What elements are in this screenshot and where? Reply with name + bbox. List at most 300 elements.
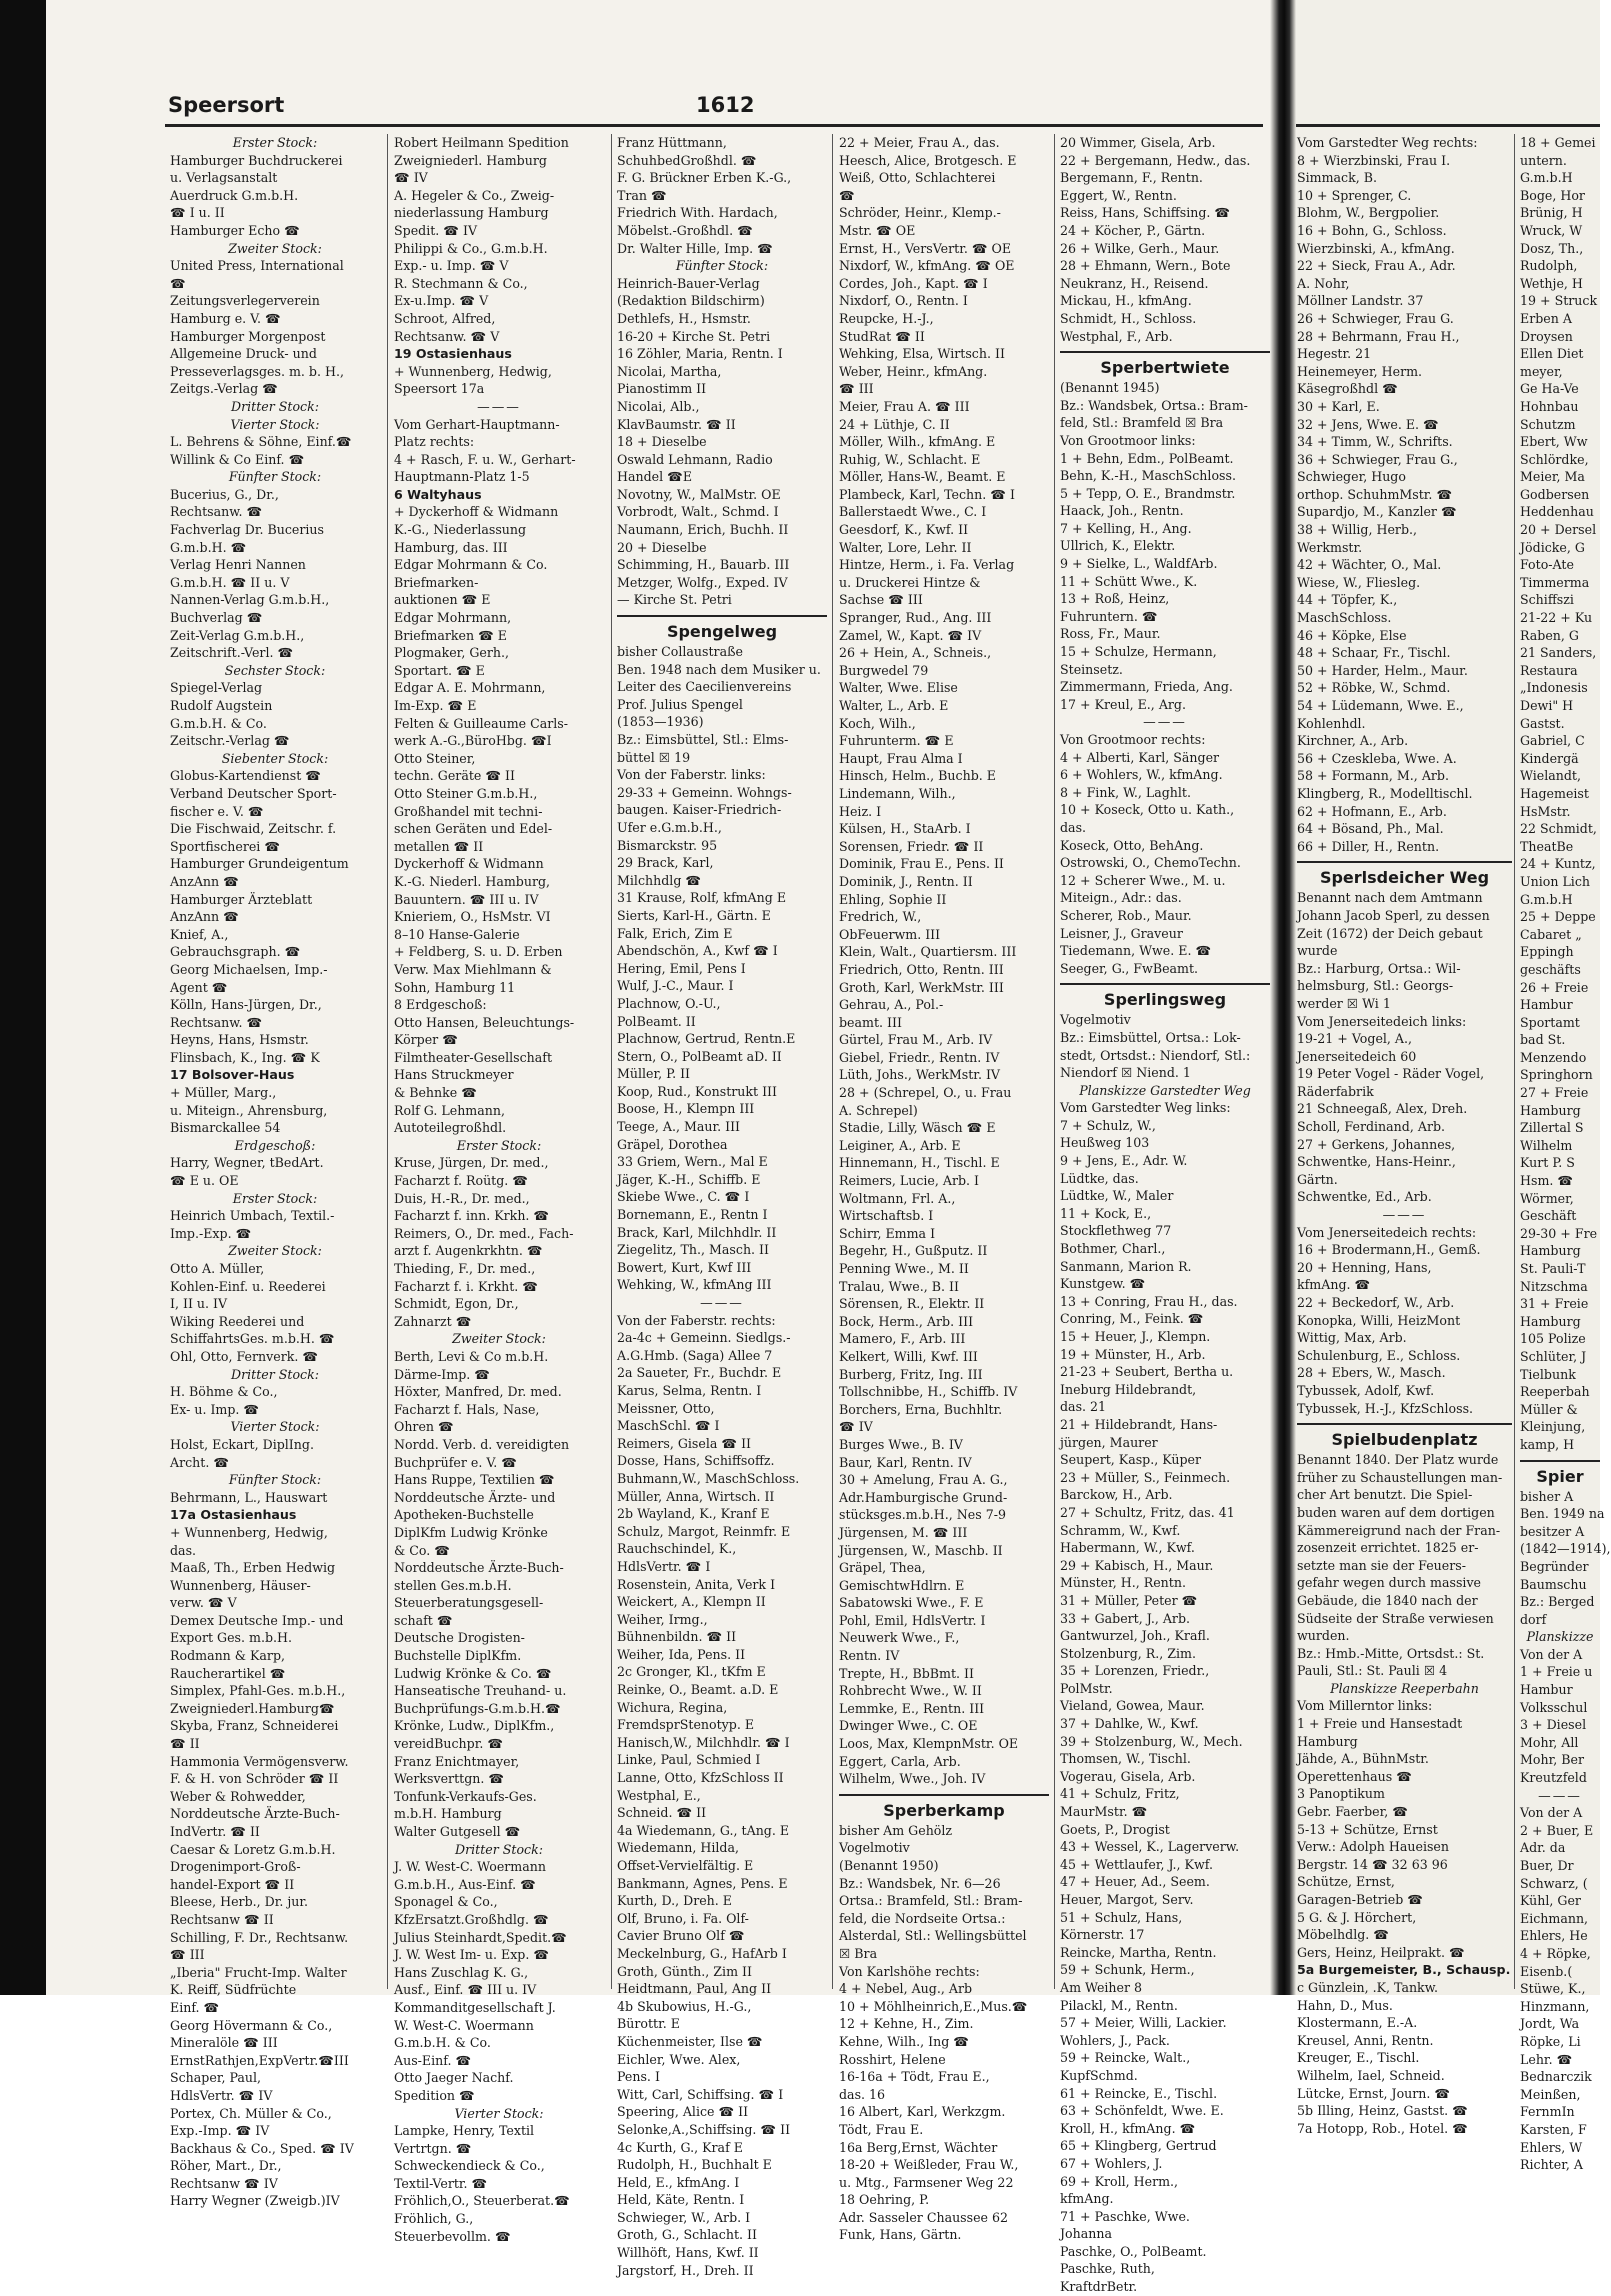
directory-entry: Hamburg (1520, 1102, 1581, 1118)
directory-entry: Bednarczik (1520, 2069, 1592, 2085)
directory-entry: Scherer, Rob., Maur. (1060, 907, 1192, 923)
directory-entry: 69 + Kroll, Herm., (1060, 2173, 1179, 2189)
directory-entry: Kreusel, Anni, Rentn. (1297, 2032, 1434, 2048)
directory-entry: — Kirche St. Petri (617, 592, 732, 608)
book-gutter (1270, 0, 1296, 1998)
directory-entry: Held, E., kfmAng. I (617, 2174, 740, 2190)
directory-entry: 10 + Koseck, Otto u. Kath., (1060, 802, 1235, 818)
directory-entry: Skiebe Wwe., C. ☎ I (617, 1189, 750, 1205)
directory-entry: Menzendo (1520, 1049, 1587, 1065)
directory-entry: Gebr. Faerber, ☎ (1297, 1804, 1408, 1820)
directory-entry: Schröder, Heinr., Klemp.- (839, 205, 1001, 221)
directory-entry: Heyns, Hans, Hsmstr. (170, 1032, 309, 1048)
floor-heading: Vierter Stock: (230, 416, 320, 432)
building-heading: 5a Burgemeister, B., Schausp. (1297, 1962, 1511, 1978)
directory-entry: Von Grootmoor links: (1060, 432, 1196, 448)
floor-heading: Fünfter Stock: (675, 258, 769, 274)
building-heading: 6 Waltyhaus (394, 486, 482, 502)
directory-entry: Hammonia Vermögensverw. (170, 1753, 349, 1769)
directory-entry: Woltmann, Frl. A., (839, 1190, 956, 1206)
directory-entry: Selonke,A.,Schiffsing. ☎ II (617, 2121, 791, 2137)
directory-entry: Weber, Heinr., kfmAng. (839, 363, 988, 379)
directory-entry: Tödt, Frau E. (839, 2121, 924, 2137)
directory-entry: Bowert, Kurt, Kwf III (617, 1259, 752, 1275)
directory-entry: Meier, Frau A. ☎ III (839, 398, 970, 414)
directory-entry: Leisner, J., Graveur (1060, 925, 1183, 941)
street-heading: Sperbertwiete (1060, 351, 1270, 379)
directory-entry: Walter, Lore, Lehr. II (839, 539, 972, 555)
directory-entry: schen Geräten und Edel- (394, 821, 553, 837)
directory-entry: cher Art benutzt. Die Spiel- (1297, 1487, 1473, 1503)
directory-entry: Kunstgew. ☎ (1060, 1276, 1146, 1292)
directory-entry: Gehrau, A., Pol.- (839, 997, 944, 1013)
directory-entry: Rudolph, (1520, 258, 1578, 274)
street-heading: Sperlsdeicher Weg (1297, 861, 1512, 889)
directory-entry: Eggert, W., Rentn. (1060, 187, 1177, 203)
directory-entry: KfzErsatzt.Großhdlg. ☎ (394, 1911, 549, 1927)
directory-entry: Kohlen-Einf. u. Reederei (170, 1278, 326, 1294)
directory-entry: Karsten, F (1520, 2121, 1587, 2137)
directory-entry: Garagen-Betrieb ☎ (1297, 1892, 1423, 1907)
directory-entry: A. Schrepel) (839, 1102, 918, 1118)
directory-entry: Autoteilegroßhdl. (394, 1120, 507, 1136)
directory-entry: Heußweg 103 (1060, 1135, 1150, 1151)
directory-entry: Dwinger Wwe., C. OE (839, 1718, 978, 1734)
directory-entry: Wichura, Regina, (617, 1699, 728, 1715)
directory-entry: 10 + Sprenger, C. (1297, 187, 1412, 203)
directory-entry: Meinßen, (1520, 2086, 1581, 2102)
section-separator: ——— (1382, 1207, 1427, 1223)
directory-entry: 30 + Karl, E. (1297, 398, 1380, 414)
directory-entry: Stockflethweg 77 (1060, 1223, 1172, 1239)
directory-entry: dorf (1520, 1611, 1547, 1627)
directory-entry: das. 16 (839, 2086, 886, 2102)
directory-entry: Rudolph, H., Buchhalt E (617, 2157, 772, 2173)
directory-entry: Bz.: Eimsbüttel, Ortsa.: Lok- (1060, 1029, 1241, 1045)
directory-entry: Zeit (1672) der Deich gebaut (1297, 925, 1483, 941)
directory-entry: J. W. West Im- u. Exp. ☎ (394, 1947, 550, 1963)
section-separator: ——— (477, 398, 521, 414)
directory-entry: Schirr, Emma I (839, 1225, 936, 1241)
directory-entry: Jödicke, G (1520, 539, 1585, 555)
directory-entry: Wohlers, J., Pack. (1060, 2032, 1170, 2048)
directory-entry: Ernst, H., VersVertr. ☎ OE (839, 240, 1012, 256)
directory-entry: 32 + Jens, Wwe. E. ☎ (1297, 416, 1439, 432)
directory-entry: Maaß, Th., Erben Hedwig (170, 1560, 336, 1576)
directory-entry: Richter, A (1520, 2157, 1583, 2173)
directory-entry: Großhandel mit techni- (394, 803, 543, 819)
directory-entry: Miteign., Adr.: das. (1060, 890, 1182, 906)
directory-entry: 10 + Möhlheinrich,E.,Mus.☎ (839, 1998, 1028, 2014)
floor-heading: Erster Stock: (232, 1190, 318, 1206)
directory-entry: Verlag Henri Nannen (170, 557, 306, 573)
directory-entry: Wilhelm (1520, 1137, 1573, 1153)
directory-entry: A. Hegeler & Co., Zweig- (394, 187, 555, 203)
directory-entry: techn. Geräte ☎ II (394, 768, 515, 784)
directory-entry: Knieriem, O., HsMstr. VI (394, 909, 551, 925)
directory-entry: Schwentke, Ed., Arb. (1297, 1189, 1432, 1205)
directory-entry: Meissner, Otto, (617, 1400, 715, 1416)
building-heading: 19 Ostasienhaus (394, 346, 512, 362)
directory-entry: 16 + Brodermann,H., Gemß. (1297, 1242, 1481, 1258)
directory-entry: Eisenb.( (1520, 1963, 1573, 1979)
building-heading: 17a Ostasienhaus (170, 1507, 297, 1523)
directory-entry: Portex, Ch. Müller & Co., (170, 2105, 332, 2121)
directory-entry: Hsm. ☎ (1520, 1173, 1574, 1189)
directory-entry: Tybussek, H.-J., KfzSchloss. (1297, 1400, 1474, 1416)
directory-entry: Hauptmann-Platz 1-5 (394, 469, 530, 485)
directory-entry: werder ☒ Wi 1 (1297, 995, 1391, 1011)
directory-entry: Tran ☎ (617, 187, 667, 203)
directory-entry: Falk, Erich, Zim E (617, 925, 733, 941)
directory-entry: Von Karlshöhe rechts: (839, 1963, 980, 1979)
directory-entry: Brack, Karl, Milchhdlr. II (617, 1224, 777, 1240)
directory-entry: KlavBaumstr. ☎ II (617, 416, 736, 432)
directory-entry: Agent ☎ (170, 979, 228, 995)
directory-entry: Bergstr. 14 ☎ 32 63 96 (1297, 1856, 1448, 1872)
directory-entry: 47 + Heuer, Ad., Seem. (1060, 1874, 1210, 1890)
directory-entry: Mickau, H., kfmAng. (1060, 293, 1192, 309)
directory-entry: Meier, Ma (1520, 469, 1585, 485)
directory-column-6 (1297, 134, 1512, 2136)
directory-entry: 8 + Wierzbinski, Frau I. (1297, 152, 1451, 168)
directory-entry: 44 + Töpfer, K., (1297, 592, 1398, 608)
directory-entry: früher zu Schaustellungen man- (1297, 1469, 1503, 1485)
directory-entry: Willhöft, Hans, Kwf. II (617, 2245, 759, 2261)
directory-entry: 59 + Reincke, Walt., (1060, 2050, 1191, 2066)
directory-entry: 16 + Bohn, G., Schloss. (1297, 222, 1447, 238)
directory-entry: ☒ Bra (839, 1945, 878, 1961)
directory-entry: Steuerbevollm. ☎ (394, 2228, 511, 2244)
directory-entry: DiplKfm Ludwig Krönke (394, 1524, 548, 1540)
directory-entry: Klein, Walt., Quartiersm. III (839, 944, 1017, 960)
directory-entry: Rauchschindel, K., (617, 1541, 737, 1557)
directory-entry: Tybussek, Adolf, Kwf. (1297, 1382, 1435, 1398)
directory-entry: F. G. Brückner Erben K.-G., (617, 170, 792, 186)
directory-entry: Dethlefs, H., Hsmstr. (617, 310, 751, 326)
directory-entry: c Günzlein, .K, Tankw. (1297, 1979, 1438, 1995)
street-heading: Spielbudenplatz (1297, 1423, 1512, 1451)
directory-entry: Von der Faberstr. rechts: (617, 1312, 776, 1328)
directory-entry: Textil-Vertr. ☎ (394, 2175, 488, 2191)
directory-entry: Wittig, Max, Arb. (1297, 1330, 1407, 1346)
directory-entry: K.-G. Niederl. Hamburg, (394, 873, 551, 889)
directory-entry: W. West-C. Woermann (394, 2017, 534, 2033)
directory-entry: 4c Kurth, G., Kraf E (617, 2139, 743, 2155)
column-divider (387, 134, 388, 1989)
directory-entry: Hamburg (1520, 1243, 1581, 1259)
directory-entry: büttel ☒ 19 (617, 749, 691, 765)
directory-entry: 5 + Tepp, O. E., Brandmstr. (1060, 485, 1236, 501)
directory-entry: Hinsch, Helm., Buchb. E (839, 768, 996, 784)
directory-entry: Tonfunk-Verkaufs-Ges. (394, 1788, 537, 1804)
directory-entry: AnzAnn ☎ (170, 873, 239, 889)
directory-entry: Reeperbah (1520, 1384, 1590, 1400)
directory-entry: Norddeutsche Ärzte-Buch- (170, 1806, 340, 1822)
directory-entry: Schweckendieck & Co., (394, 2158, 545, 2174)
directory-entry: Ufer e.G.m.b.H., (617, 819, 722, 835)
directory-entry: Ruhig, W., Schlacht. E (839, 451, 981, 467)
directory-column-3 (617, 134, 827, 2278)
directory-entry: GemischtwHdlrn. E (839, 1577, 965, 1593)
directory-entry: Spiegel-Verlag (170, 680, 263, 696)
directory-entry: F. & H. von Schröder ☎ II (170, 1771, 339, 1787)
directory-entry: Wethje, H (1520, 275, 1583, 291)
directory-entry: Norddeutsche Ärzte-Buch- (394, 1560, 564, 1576)
directory-entry: Heddenhau (1520, 504, 1594, 520)
directory-entry: Fröhlich, G., (394, 2211, 474, 2227)
directory-entry: Erben A (1520, 310, 1572, 326)
directory-entry: Fuhruntern. ☎ (1060, 608, 1158, 624)
directory-entry: Leiter des Caecilienvereins (617, 679, 792, 695)
directory-entry: Schiffszi (1520, 592, 1574, 608)
directory-entry: Funk, Hans, Gärtn. (839, 2227, 962, 2243)
directory-entry: Wehking, W., kfmAng III (617, 1277, 772, 1293)
directory-entry: 22 + Meier, Frau A., das. (839, 135, 1000, 150)
directory-entry: (Redaktion Bildschirm) (617, 293, 765, 309)
directory-entry: Springhorn (1520, 1067, 1593, 1083)
floor-heading: Erdgeschoß: (234, 1137, 316, 1153)
directory-entry: 50 + Harder, Helm., Maur. (1297, 662, 1468, 678)
directory-entry: 12 + Scherer Wwe., M. u. (1060, 872, 1226, 888)
directory-entry: 21-22 + Ku (1520, 610, 1593, 626)
directory-entry: Paschke, O., PolBeamt. (1060, 2243, 1207, 2259)
directory-entry: 19 + Münster, H., Arb. (1060, 1346, 1206, 1362)
directory-entry: Ballerstaedt Wwe., C. I (839, 504, 987, 520)
directory-entry: 4b Skubowius, H.-G., (617, 1998, 752, 2014)
directory-entry: Lüdtke, das. (1060, 1170, 1139, 1186)
directory-entry: das. (170, 1542, 197, 1558)
directory-entry: Auerdruck G.m.b.H. (170, 187, 299, 203)
directory-entry: Zeitschrift.-Verl. ☎ (170, 645, 294, 661)
directory-entry: Zeit-Verlag G.m.b.H., (170, 627, 305, 643)
directory-entry: 35 + Lorenzen, Friedr., (1060, 1663, 1210, 1679)
floor-heading: Dritter Stock: (231, 398, 319, 414)
directory-entry: Speering, Alice ☎ II (617, 2104, 749, 2120)
directory-entry: Eggert, Carla, Arb. (839, 1753, 961, 1769)
directory-entry: Wielandt, (1520, 768, 1581, 784)
directory-entry: Filmtheater-Gesellschaft (394, 1049, 552, 1065)
directory-entry: Leiginer, A., Arb. E (839, 1137, 961, 1153)
directory-entry: Westphal, F., Arb. (1060, 328, 1173, 344)
directory-entry: Von der Faberstr. links: (617, 767, 766, 783)
directory-entry: Sörensen, R., Elektr. II (839, 1296, 985, 1312)
directory-entry: Zahnarzt ☎ (394, 1313, 472, 1329)
directory-entry: 21 Sanders, (1520, 645, 1597, 661)
directory-entry: Friedrich With. Hardach, (617, 205, 778, 221)
directory-entry: 16a Berg,Ernst, Wächter (839, 2139, 998, 2155)
directory-entry: L. Behrens & Söhne, Einf.☎ (170, 434, 352, 450)
directory-entry: United Press, International (170, 258, 344, 274)
directory-column-7 (1520, 134, 1611, 2173)
directory-entry: 9 + Jens, E., Adr. W. (1060, 1153, 1188, 1169)
directory-entry: Koop, Rud., Konstrukt III (617, 1083, 778, 1099)
directory-entry: Tollschnibbe, H., Schiffb. IV (839, 1384, 1018, 1400)
directory-entry: Verw. Max Miehlmann & (394, 961, 552, 977)
directory-entry: Verw.: Adolph Haueisen (1297, 1839, 1449, 1855)
directory-entry: Walter Gutgesell ☎ (394, 1824, 521, 1839)
directory-entry: 18-20 + Weißleder, Frau W., (839, 2157, 1019, 2173)
directory-entry: Buchprüfungs-G.m.b.H.☎ (394, 1700, 561, 1716)
directory-entry: Seeger, G., FwBeamt. (1060, 960, 1199, 976)
directory-entry: Robert Heilmann Spedition (394, 135, 569, 150)
directory-entry: 16 Zöhler, Maria, Rentn. I (617, 346, 783, 362)
directory-entry: wurde (1297, 943, 1338, 959)
street-heading: Spier (1520, 1460, 1600, 1488)
directory-entry: stedt, Ortsdst.: Niendorf, Stl.: (1060, 1047, 1251, 1063)
floor-heading: Sechster Stock: (224, 662, 326, 678)
directory-entry: Kroll, H., kfmAng. ☎ (1060, 2120, 1196, 2136)
directory-entry: Union Lich (1520, 873, 1591, 889)
directory-entry: Stüwe, K., (1520, 1981, 1586, 1997)
directory-entry: Nixdorf, W., kfmAng. ☎ OE (839, 258, 1015, 274)
directory-entry: Johann Jacob Sperl, zu dessen (1297, 907, 1490, 923)
directory-entry: feld, Stl.: Bramfeld ☒ Bra (1060, 415, 1224, 431)
directory-entry: Kreuger, E., Tischl. (1297, 2050, 1420, 2066)
directory-entry: Edgar A. E. Mohrmann, (394, 680, 546, 696)
directory-column-4 (839, 134, 1049, 2243)
directory-entry: Schmidt, H., Schloss. (1060, 310, 1197, 326)
directory-entry: 4 + Röpke, (1520, 1945, 1591, 1961)
directory-entry: 26 + Hein, A., Schneis., (839, 645, 992, 661)
directory-entry: vereidBuchpr. ☎ (394, 1736, 504, 1752)
directory-entry: Sorensen, Friedr. ☎ II (839, 838, 984, 854)
directory-entry: Tiedemann, Wwe. E. ☎ (1060, 943, 1212, 959)
directory-entry: Weiher, Ida, Pens. II (617, 1646, 746, 1662)
directory-entry: Jargstorf, H., Dreh. II (617, 2262, 754, 2278)
floor-heading: Zweiter Stock: (452, 1331, 546, 1347)
directory-entry: Edgar Mohrmann, (394, 610, 512, 626)
directory-entry: 2c Gronger, Kl., tKfm E (617, 1664, 766, 1680)
directory-entry: Rentn. IV (839, 1648, 900, 1664)
directory-entry: niederlassung Hamburg (394, 205, 549, 221)
directory-entry: feld, die Nordseite Ortsa.: (839, 1910, 1006, 1926)
directory-entry: Zeitgs.-Verlag ☎ (170, 381, 278, 397)
section-separator: ——— (1143, 714, 1187, 730)
directory-entry: Jähde, A., BühnMstr. (1297, 1751, 1429, 1767)
directory-entry: ☎ IV (839, 1419, 873, 1435)
directory-entry: Reupcke, H.-J., (839, 310, 934, 326)
directory-entry: Oswald Lehmann, Radio (617, 451, 773, 467)
directory-entry: Dominik, Frau E., Pens. II (839, 856, 1004, 872)
directory-entry: Nannen-Verlag G.m.b.H., (170, 592, 330, 608)
directory-entry: Begehr, H., Gußputz. II (839, 1243, 988, 1259)
directory-entry: Stadie, Lilly, Wäsch ☎ E (839, 1120, 996, 1136)
directory-entry: Holst, Eckart, DiplIng. (170, 1436, 314, 1452)
directory-entry: Walter, Wwe. Elise (839, 680, 958, 696)
directory-entry: Schroot, Alfred, (394, 310, 496, 326)
directory-entry: Wunnenberg, Häuser- (170, 1577, 311, 1593)
directory-entry: Fröhlich,O., Steuerberat.☎ (394, 2193, 570, 2209)
directory-entry: Kohlenhdl. (1297, 715, 1366, 731)
directory-entry: Volksschul (1520, 1699, 1588, 1715)
directory-entry: 24 + Kuntz, (1520, 856, 1596, 872)
directory-entry: Archt. ☎ (170, 1454, 230, 1470)
directory-entry: A. Nohr, (1297, 275, 1350, 291)
directory-entry: Hamburger Echo ☎ (170, 222, 300, 238)
directory-entry: 18 + Dieselbe (617, 434, 707, 450)
directory-entry: 20 + Henning, Hans, (1297, 1259, 1432, 1275)
directory-entry: Nicolai, Martha, (617, 363, 722, 379)
directory-entry: Räderfabrik (1297, 1083, 1374, 1099)
directory-entry: Schaper, Paul, (170, 2070, 262, 2086)
directory-entry: 39 + Stolzenburg, W., Mech. (1060, 1733, 1243, 1749)
directory-entry: Behn, K.-H., MaschSchloss. (1060, 468, 1236, 484)
directory-entry: 28 + (Schrepel, O., u. Frau (839, 1085, 1012, 1101)
directory-entry: bad St. (1520, 1032, 1566, 1048)
directory-entry: Kühl, Ger (1520, 1893, 1581, 1909)
directory-entry: Kreutzfeld (1520, 1770, 1587, 1786)
directory-entry: Vom Garstedter Weg rechts: (1297, 135, 1478, 150)
directory-entry: Weiher, Irmg., (617, 1611, 708, 1627)
directory-entry: 21 Schneegaß, Alex, Dreh. (1297, 1101, 1468, 1117)
directory-entry: Neukranz, H., Reisend. (1060, 275, 1209, 291)
directory-entry: Heinemeyer, Herm. (1297, 363, 1423, 379)
directory-entry: Hering, Emil, Pens I (617, 960, 746, 976)
directory-entry: Westphal, E., (617, 1787, 701, 1803)
directory-entry: Sponagel & Co., (394, 1894, 498, 1910)
directory-entry: FernmIn (1520, 2104, 1575, 2120)
directory-entry: Gers, Heinz, Heilprakt. ☎ (1297, 1944, 1465, 1960)
directory-entry: Supardjo, M., Kanzler ☎ (1297, 504, 1457, 520)
directory-entry: Jürgensen, M. ☎ III (839, 1524, 968, 1540)
building-heading: 17 Bolsover-Haus (170, 1067, 295, 1083)
directory-column-5 (1060, 134, 1270, 2295)
directory-entry: 58 + Formann, M., Arb. (1297, 768, 1449, 784)
directory-entry: Platz rechts: (394, 434, 475, 450)
directory-entry: Export Ges. m.b.H. (170, 1630, 293, 1646)
directory-entry: ☎ E u. OE (170, 1173, 239, 1189)
directory-entry: 19-21 + Vogel, A., (1297, 1031, 1413, 1047)
directory-entry: 13 + Conring, Frau H., das. (1060, 1293, 1238, 1309)
street-heading: Spengelweg (617, 615, 827, 643)
directory-entry: Buhmann,W., MaschSchloss. (617, 1470, 800, 1486)
directory-entry: Jordt, Wa (1520, 2016, 1580, 2032)
page-number: 1612 (696, 93, 755, 117)
directory-entry: Adr. da (1520, 1840, 1566, 1856)
directory-entry: Bismarckallee 54 (170, 1120, 281, 1136)
directory-entry: Hanseatische Treuhand- u. (394, 1683, 567, 1699)
floor-heading: Siebenter Stock: (221, 750, 329, 766)
directory-entry: 19 + Struck (1520, 293, 1598, 309)
directory-entry: Abendschön, A., Kwf ☎ I (617, 943, 778, 959)
directory-entry: HsMstr. (1520, 803, 1571, 819)
directory-entry: verw. ☎ V (170, 1595, 237, 1611)
directory-entry: G.m.b.H. & Co. (394, 2035, 491, 2051)
floor-heading: Vierter Stock: (454, 2105, 544, 2121)
directory-entry: Geschäft (1520, 1208, 1577, 1224)
directory-entry: Lehr. ☎ (1520, 2051, 1573, 2067)
directory-entry: metallen ☎ II (394, 838, 484, 854)
directory-entry: 29 + Kabisch, H., Maur. (1060, 1557, 1214, 1573)
directory-entry: Blohm, W., Bergpolier. (1297, 205, 1440, 221)
directory-entry: Droysen (1520, 328, 1573, 344)
directory-entry: Schulz, Margot, Reinmfr. E (617, 1523, 791, 1539)
directory-entry: Rechtsanw ☎ II (170, 1911, 274, 1927)
directory-entry: Rosshirt, Helene (839, 2051, 946, 2067)
directory-entry: Hagemeist (1520, 785, 1589, 801)
directory-entry: Werkmstr. (1297, 539, 1363, 555)
directory-entry: Hans Zuschlag K. G., (394, 1964, 529, 1980)
directory-entry: Metzger, Wolfg., Exped. IV (617, 574, 788, 590)
directory-entry: Kurt P. S (1520, 1155, 1575, 1171)
directory-entry: Zweigniederl. Hamburg (394, 152, 547, 168)
directory-entry: 8 Erdgeschoß: (394, 997, 487, 1013)
directory-entry: Bismarckstr. 95 (617, 837, 718, 853)
directory-entry: Borchers, Erna, Buchhltr. (839, 1401, 1003, 1417)
directory-entry: Pauli, Stl.: St. Pauli ☒ 4 (1297, 1663, 1448, 1679)
directory-entry: Südseite der Straße verwiesen (1297, 1610, 1494, 1626)
